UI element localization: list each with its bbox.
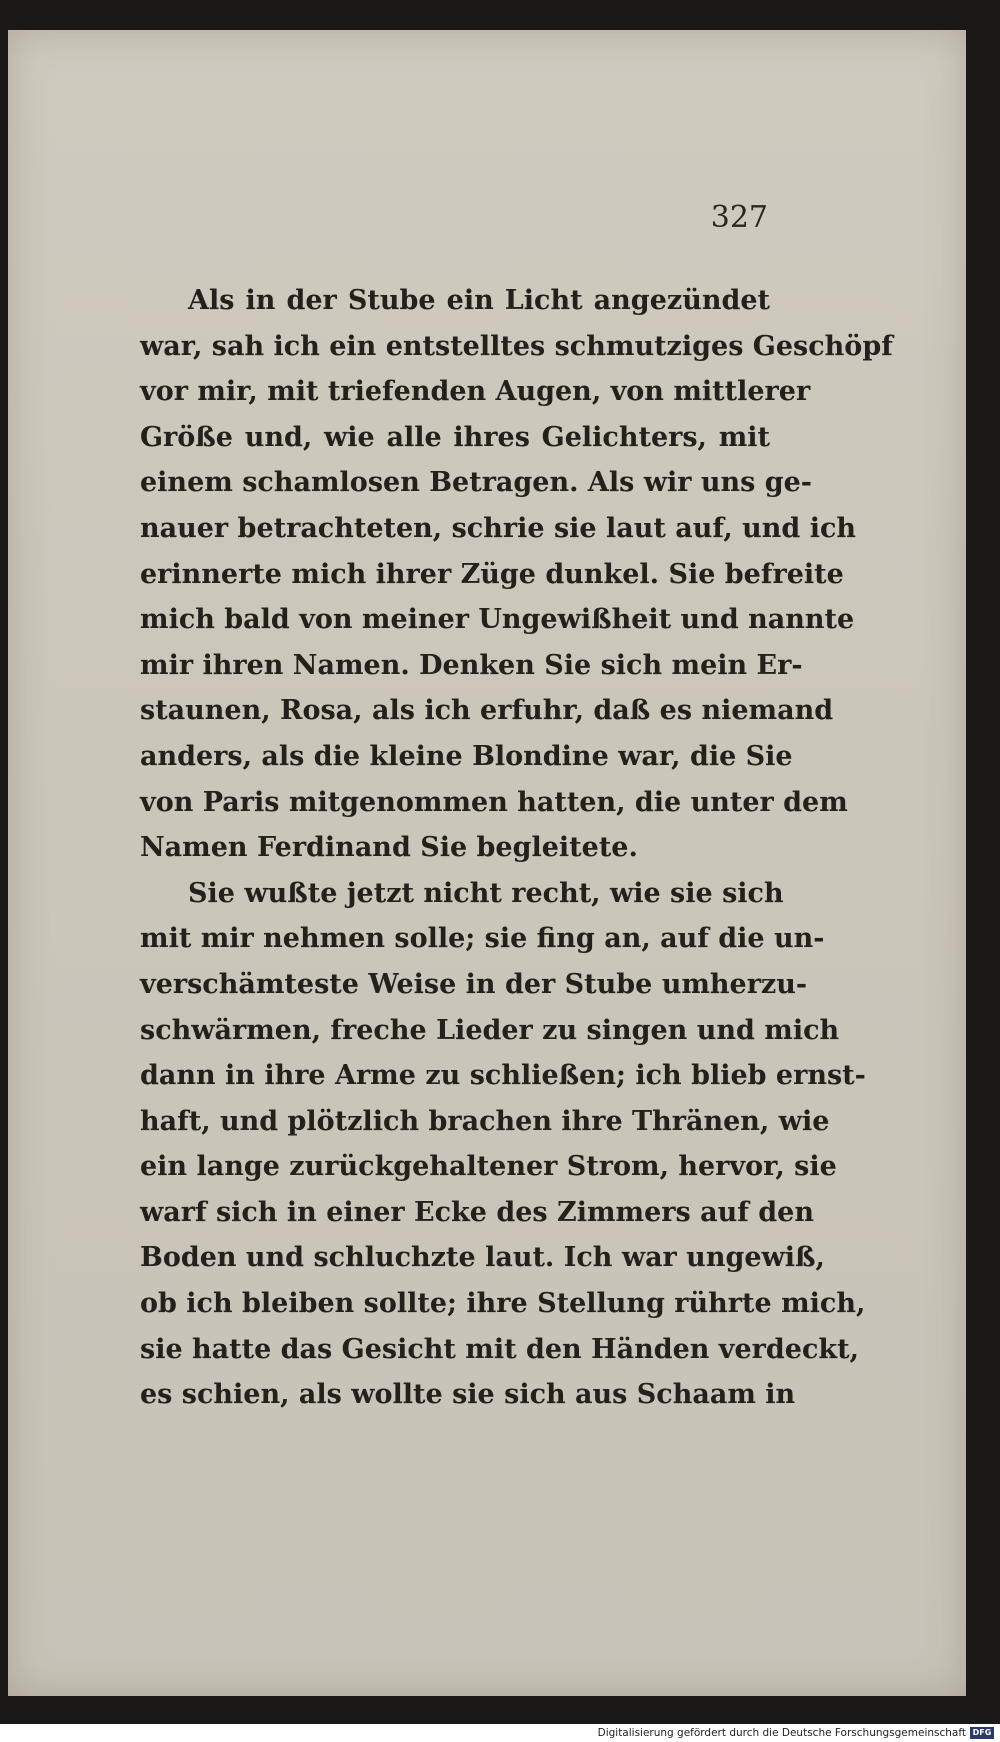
dfg-logo-icon: DFG	[970, 1727, 994, 1739]
text-line: Sie wußte jetzt nicht recht, wie sie sich	[188, 877, 784, 909]
text-line: ob ich bleiben sollte; ihre Stellung rührte mich,	[140, 1288, 866, 1320]
text-line: war, sah ich ein entstelltes schmutziges Geschöpf	[140, 330, 893, 362]
text-line: schwärmen, freche Lieder zu singen und mich	[140, 1014, 840, 1046]
text-line: vor mir, mit triefenden Augen, von mittlerer	[140, 376, 811, 408]
book-page	[8, 30, 966, 1696]
text-line: Größe und, wie alle ihres Gelichters, mit	[140, 421, 770, 453]
text-line: ein lange zurückgehaltener Strom, hervor, sie	[140, 1151, 837, 1183]
body-text	[140, 278, 893, 1418]
text-line: Namen Ferdinand Sie begleitete.	[140, 832, 638, 864]
text-line: mit mir nehmen solle; sie fing an, auf die un-	[140, 923, 825, 955]
text-line: anders, als die kleine Blondine war, die Sie	[140, 740, 793, 772]
footer-credit: Digitalisierung gefördert durch die Deutsche Forschungsgemeinschaft	[597, 1727, 966, 1739]
text-line: mich bald von meiner Ungewißheit und nannte	[140, 604, 855, 636]
text-line: verschämteste Weise in der Stube umherzu-	[140, 968, 808, 1000]
text-line: von Paris mitgenommen hatten, die unter dem	[140, 786, 848, 818]
text-line: dann in ihre Arme zu schließen; ich blieb ernst-	[140, 1060, 866, 1092]
text-line: warf sich in einer Ecke des Zimmers auf den	[140, 1196, 814, 1228]
text-line: nauer betrachteten, schrie sie laut auf, und ich	[140, 512, 857, 544]
text-line: staunen, Rosa, als ich erfuhr, daß es niemand	[140, 695, 834, 727]
text-line: mir ihren Namen. Denken Sie sich mein Er-	[140, 649, 803, 681]
text-line: es schien, als wollte sie sich aus Schaam in	[140, 1379, 796, 1411]
text-line: einem schamlosen Betragen. Als wir uns ge-	[140, 467, 812, 499]
text-line: sie hatte das Gesicht mit den Händen verdeckt,	[140, 1333, 859, 1365]
text-line: haft, und plötzlich brachen ihre Thränen, wie	[140, 1105, 830, 1137]
text-line: erinnerte mich ihrer Züge dunkel. Sie befreite	[140, 558, 844, 590]
page-number: 327	[710, 200, 768, 235]
text-line: Boden und schluchzte laut. Ich war ungewiß,	[140, 1242, 825, 1274]
text-line: Als in der Stube ein Licht angezündet	[188, 285, 770, 316]
